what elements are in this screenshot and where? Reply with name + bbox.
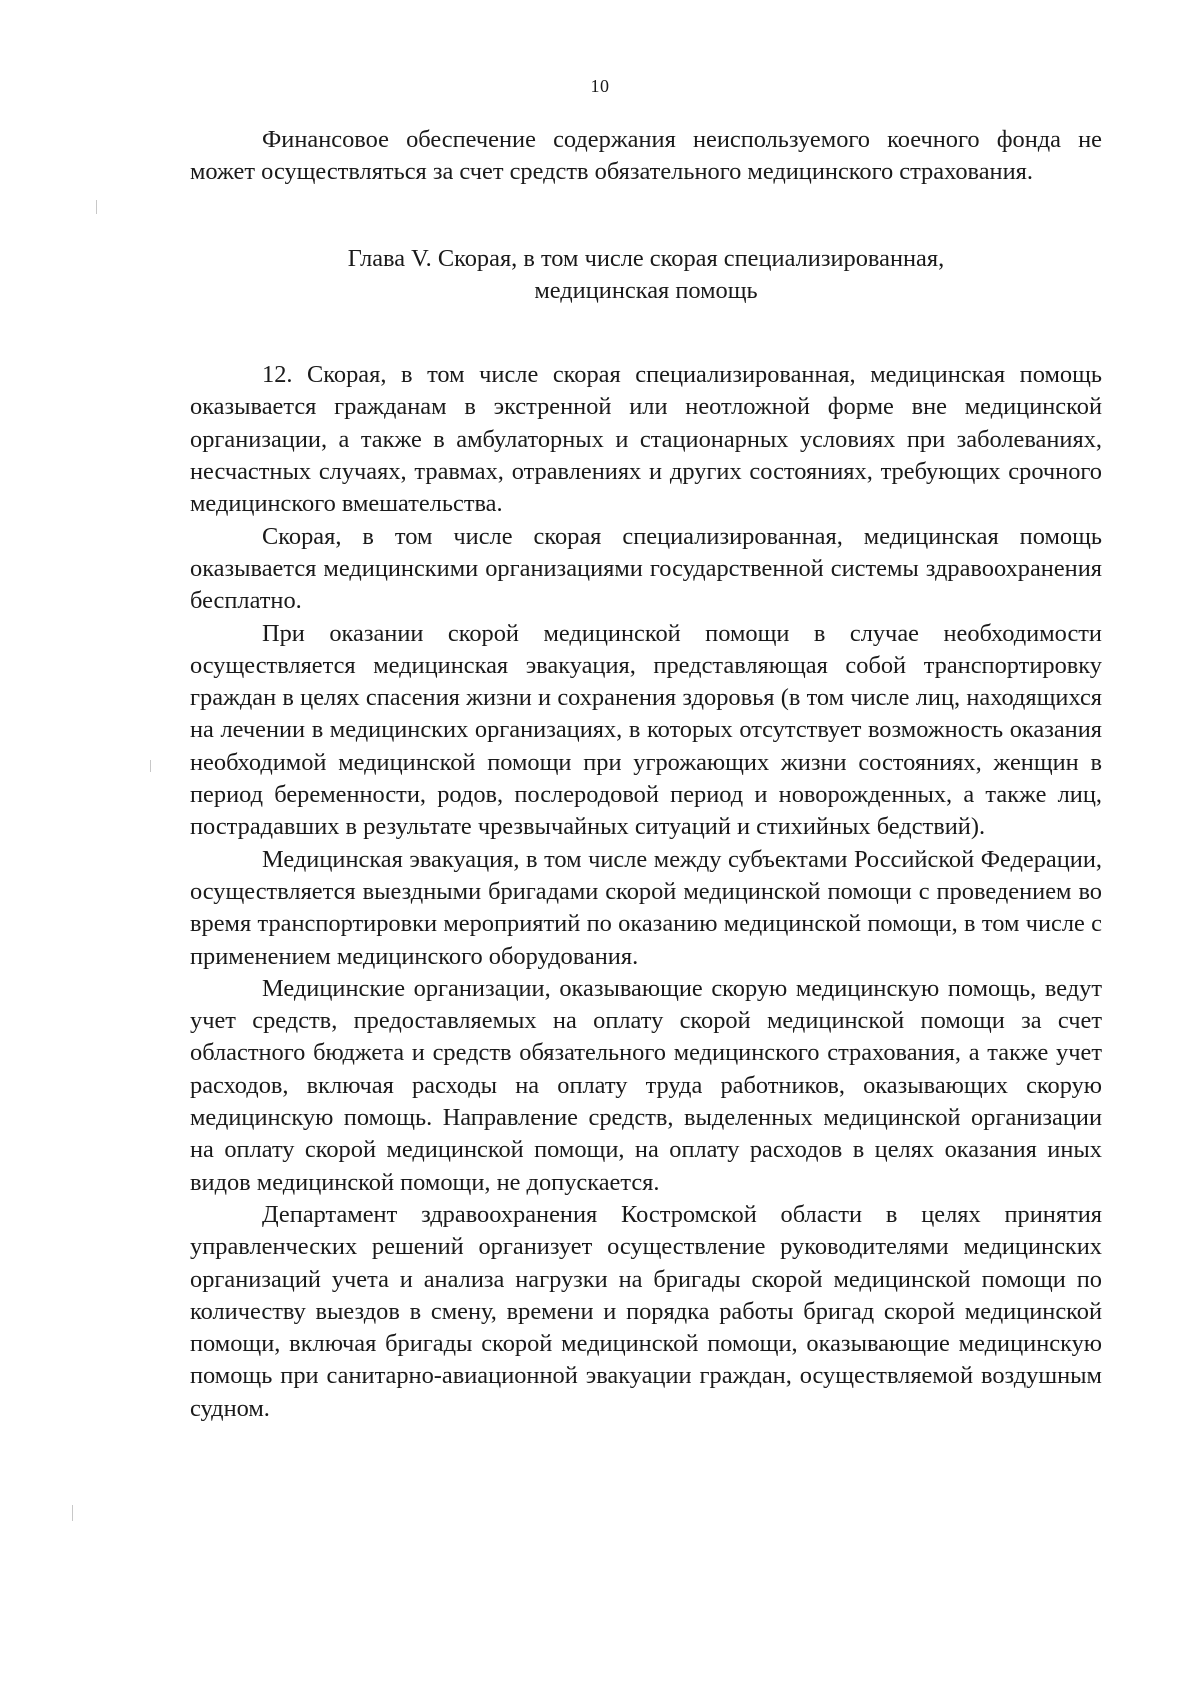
paragraph-department: Департамент здравоохранения Костромской области в целях принятия управленческих решений организует осуществление руководителями медицинских организаций учета и анализа нагрузки на бригады скорой медицинской помощи по количеству выездов в смену, времени и порядка работы бригад скорой медицинской помощи, включая бригады скорой медицинской помощи, оказывающие медицинскую помощь при санитарно-авиационной эвакуации граждан, осуществляемой воздушным судном. [190,1200,1102,1422]
chapter-heading-line-1: Глава V. Скорая, в том числе скорая специализированная, [347,244,945,272]
chapter-heading [190,243,1102,308]
paragraph-medical-evacuation: При оказании скорой медицинской помощи в случае необходимости осуществляется медицинская эвакуация, представляющая собой транспортировку граждан в целях спасения жизни и сохранения здоровья (в том числе лиц, находящихся на лечении в медицинских организациях, в которых отсутствует возможность оказания необходимой медицинской помощи при угрожающих жизни состояниях, женщин в период беременности, родов, послеродовой период и новорожденных, а также лиц, пострадавших в результате чрезвычайных ситуаций и стихийных бедствий). [190,619,1102,841]
scan-artifact-mark [72,1505,73,1521]
scan-artifact-mark [150,760,151,772]
page-number: 10 [590,76,610,96]
document-body [190,124,1102,1425]
paragraph-free-of-charge: Скорая, в том числе скорая специализированная, медицинская помощь оказывается медицинскими организациями государственной системы здравоохранения бесплатно. [190,522,1102,615]
intro-paragraph: Финансовое обеспечение содержания неиспользуемого коечного фонда не может осуществляться за счет средств обязательного медицинского страхования. [190,126,1102,186]
paragraph-evacuation-brigades: Медицинская эвакуация, в том числе между субъектами Российской Федерации, осуществляется выездными бригадами скорой медицинской помощи с проведением во время транспортировки мероприятий по оказанию медицинской помощи, в том числе с применением медицинского оборудования. [190,845,1102,970]
scan-artifact-mark [96,200,97,214]
chapter-heading-line-2: медицинская помощь [534,276,758,304]
paragraph-accounting: Медицинские организации, оказывающие скорую медицинскую помощь, ведут учет средств, предоставляемых на оплату скорой медицинской помощи за счет областного бюджета и средств обязательного медицинского страхования, а также учет расходов, включая расходы на оплату труда работников, оказывающих скорую медицинскую помощь. Направление средств, выделенных медицинской организации на оплату скорой медицинской помощи, на оплату расходов в целях оказания иных видов медицинской помощи, не допускается. [190,974,1102,1196]
paragraph-12: 12. Скорая, в том числе скорая специализированная, медицинская помощь оказывается гражданам в экстренной или неотложной форме вне медицинской организации, а также в амбулаторных и стационарных условиях при заболеваниях, несчастных случаях, травмах, отравлениях и других состояниях, требующих срочного медицинского вмешательства. [190,361,1102,518]
